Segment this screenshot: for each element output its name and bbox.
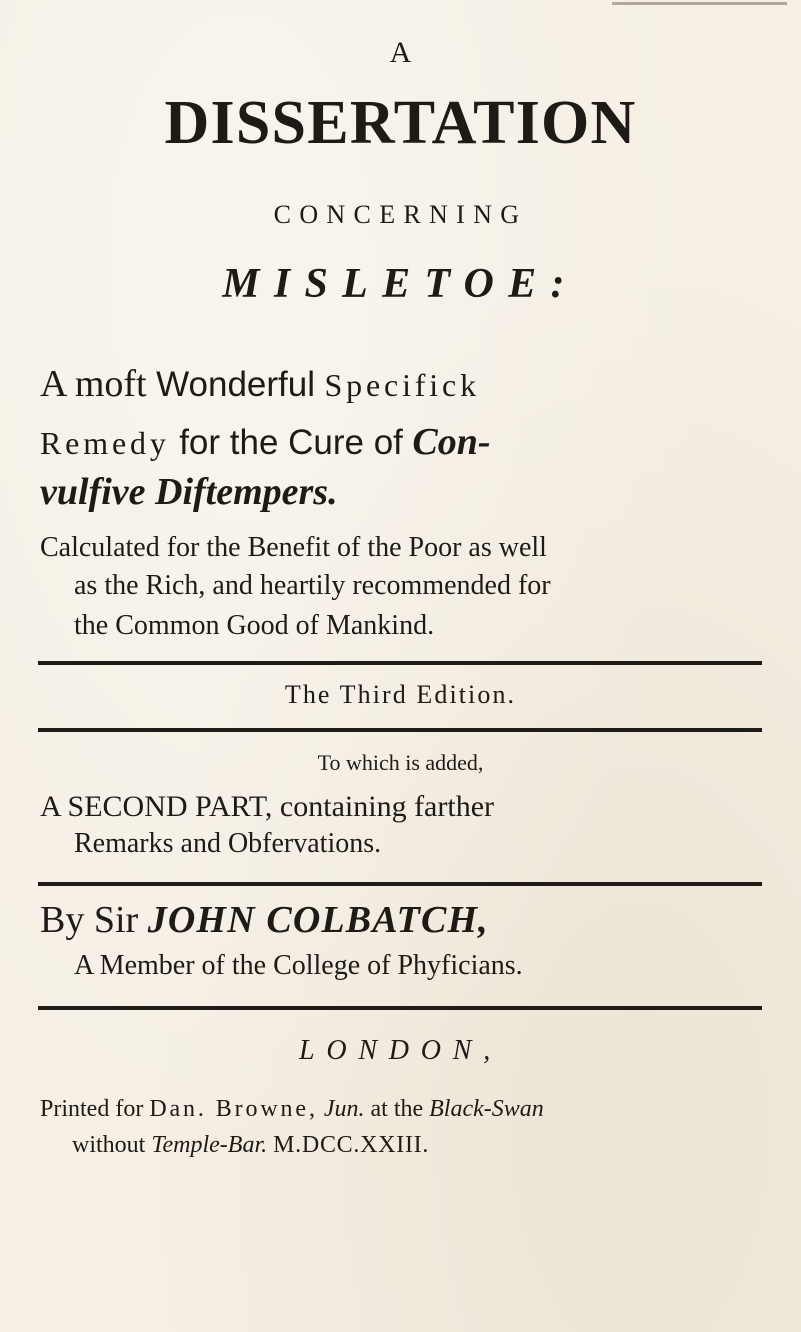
second-part-line-2: Remarks and Obfervations.: [74, 828, 382, 859]
printed-date: M.DCC.XXIII.: [273, 1132, 430, 1158]
rule-3: [38, 882, 762, 886]
printed-without: without: [72, 1132, 146, 1158]
printed-dan-browne: Dan. Browne,: [149, 1096, 318, 1122]
member-line: A Member of the College of Phyficians.: [74, 950, 523, 981]
subtitle-line-3: vulfive Diftempers.: [40, 471, 338, 513]
subtitle-line-1: [40, 362, 480, 406]
rule-1: [38, 661, 762, 665]
printed-line-2: [72, 1132, 429, 1159]
printed-prefix: Printed for: [40, 1096, 144, 1122]
calculated-line-3: the Common Good of Mankind.: [74, 610, 435, 641]
title-concerning: CONCERNING: [273, 200, 528, 229]
author-name: JOHN COLBATCH,: [147, 899, 489, 941]
printed-jun: Jun.: [323, 1096, 365, 1122]
subtitle-prefix: A moft: [40, 363, 147, 405]
rule-2: [38, 728, 762, 732]
author-by: By Sir: [40, 899, 139, 941]
subtitle-specifick: Specifick: [324, 367, 480, 403]
subtitle-remedy: Remedy: [40, 425, 170, 461]
subtitle-cure-text: for the Cure of: [179, 423, 403, 462]
rule-4: [38, 1006, 762, 1010]
subtitle-line-2: [40, 420, 491, 464]
title-dissertation: DISSERTATION: [164, 89, 637, 157]
subtitle-con: Con-: [412, 421, 491, 463]
printed-black-swan: Black-Swan: [429, 1096, 544, 1122]
title-a: A: [389, 36, 412, 69]
calculated-line-1: Calculated for the Benefit of the Poor as well: [40, 532, 547, 563]
second-part-line-1: A SECOND PART, containing farther: [40, 790, 494, 823]
author-line: [40, 898, 489, 942]
printed-at-the: at the: [370, 1096, 424, 1122]
london: LONDON,: [299, 1035, 502, 1066]
subtitle-wonderful: Wonderful: [156, 365, 316, 404]
top-edge-mark: [612, 2, 787, 5]
printed-line-1: [40, 1096, 544, 1123]
edition: The Third Edition.: [284, 680, 517, 709]
added: To which is added,: [317, 750, 484, 775]
printed-temple-bar: Temple-Bar.: [151, 1132, 268, 1158]
title-misletoe: MISLETOE:: [222, 261, 579, 307]
calculated-line-2: as the Rich, and heartily recommended for: [74, 570, 551, 601]
